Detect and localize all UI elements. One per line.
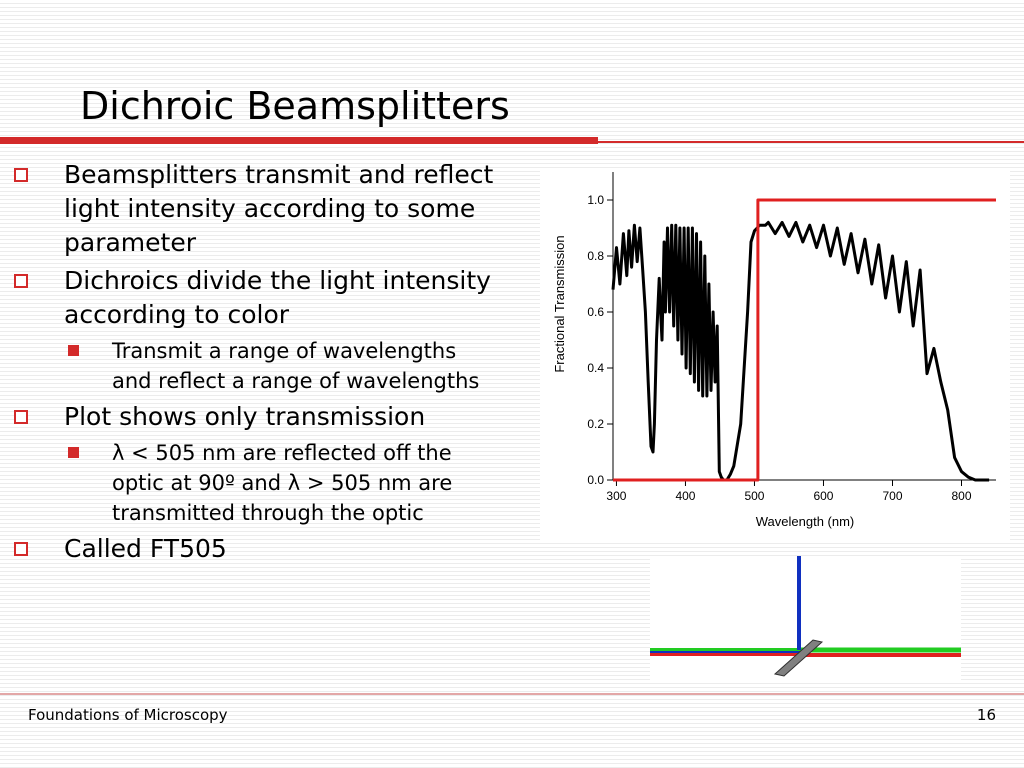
x-tick-label: 700 (882, 489, 903, 503)
sub-bullet-item (0, 336, 500, 396)
y-tick-label: 0.8 (587, 249, 604, 263)
bullet-list (0, 158, 500, 570)
bullet-text: Beamsplitters transmit and reflect light intensity according to some parameter (64, 160, 494, 257)
x-axis-label: Wavelength (nm) (755, 514, 855, 529)
diagram-background (650, 556, 961, 680)
sub-bullet-text: Transmit a range of wavelengths and reflect a range of wavelengths (112, 339, 480, 393)
footer-rule (0, 693, 1024, 695)
x-tick-label: 300 (606, 489, 627, 503)
hollow-square-bullet-icon (14, 168, 28, 182)
hollow-square-bullet-icon (14, 542, 28, 556)
x-tick-label: 800 (951, 489, 972, 503)
hollow-square-bullet-icon (14, 274, 28, 288)
y-tick-label: 0.2 (587, 417, 604, 431)
page-number: 16 (976, 706, 996, 724)
bullet-text: Dichroics divide the light intensity according to color (64, 266, 491, 329)
filled-square-bullet-icon (68, 447, 79, 458)
title-underline (0, 137, 598, 144)
y-tick-label: 0.4 (587, 361, 604, 375)
y-tick-label: 0.0 (587, 473, 604, 487)
x-tick-label: 400 (675, 489, 696, 503)
bullet-item (0, 158, 500, 260)
bullet-item (0, 400, 500, 434)
title-underline-thin (598, 141, 1024, 143)
bullet-item (0, 532, 500, 566)
transmission-chart (540, 170, 1010, 540)
bullet-text: Plot shows only transmission (64, 402, 426, 431)
y-tick-label: 0.6 (587, 305, 604, 319)
slide-title: Dichroic Beamsplitters (80, 84, 510, 128)
sub-bullet-item (0, 438, 500, 528)
hollow-square-bullet-icon (14, 410, 28, 424)
bullet-text: Called FT505 (64, 534, 227, 563)
sub-bullet-text: λ < 505 nm are reflected off the optic at 90º and λ > 505 nm are transmitted through the optic (112, 441, 453, 525)
filled-square-bullet-icon (68, 345, 79, 356)
x-tick-label: 500 (744, 489, 765, 503)
y-axis-label: Fractional Transmission (552, 235, 567, 373)
chart-background (540, 170, 1010, 540)
y-tick-label: 1.0 (587, 193, 604, 207)
footer-text: Foundations of Microscopy (28, 706, 228, 724)
x-tick-label: 600 (813, 489, 834, 503)
beamsplitter-diagram (650, 556, 961, 680)
bullet-item (0, 264, 500, 332)
